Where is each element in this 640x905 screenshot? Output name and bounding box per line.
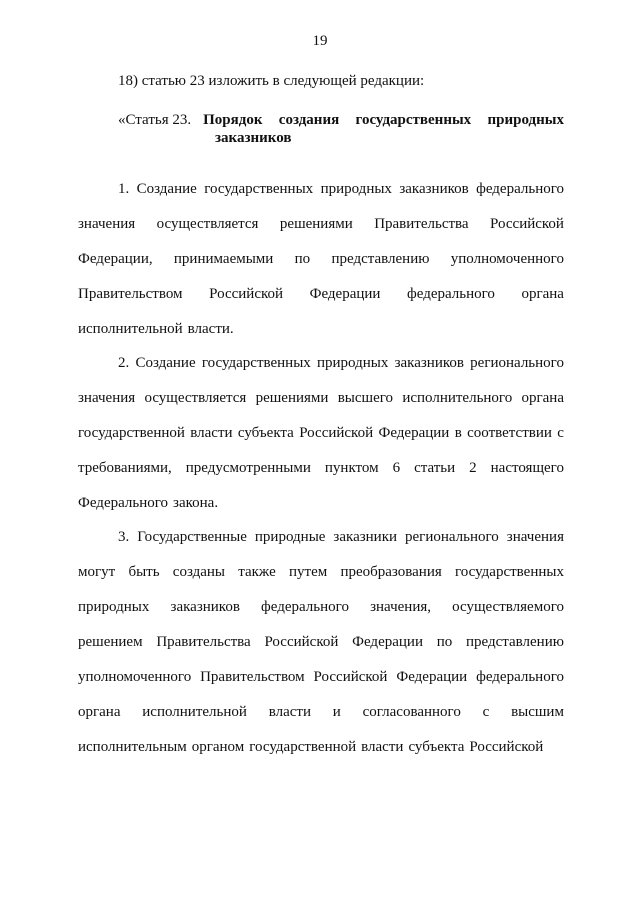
paragraph-line: [78, 695, 564, 730]
word: исполнительной: [78, 321, 183, 337]
word: высшим: [511, 704, 564, 720]
word: с: [557, 425, 564, 441]
word: 1.: [118, 181, 130, 197]
word: исполнительного: [402, 390, 513, 406]
word: путем: [288, 564, 328, 580]
word: заказники: [333, 529, 398, 545]
paragraph-line: [78, 590, 564, 625]
word: Российской: [313, 669, 388, 685]
word: созданы: [172, 564, 225, 580]
word: Российской: [469, 739, 544, 755]
word: представлению: [465, 634, 564, 650]
word: заказников: [399, 181, 469, 197]
word: 6: [392, 460, 401, 476]
word: согласованного: [362, 704, 461, 720]
article-title-line-2: заказников: [215, 130, 292, 146]
word: 3.: [118, 529, 130, 545]
word: Правительством: [200, 669, 305, 685]
word: федерального: [261, 599, 349, 615]
word: государственных: [455, 564, 564, 580]
word: также: [238, 564, 276, 580]
word: по: [294, 251, 311, 267]
word: Федерации,: [78, 251, 153, 267]
title-word: создания: [278, 112, 340, 128]
word: решениями: [255, 390, 329, 406]
word: органа: [521, 390, 564, 406]
paragraph-line: [78, 555, 564, 590]
word: Российской: [264, 634, 339, 650]
word: власти: [361, 739, 404, 755]
word: с: [482, 704, 490, 720]
word: предусмотренными: [185, 460, 311, 476]
word: государственной: [249, 739, 357, 755]
word: государственной: [78, 425, 185, 441]
word: органа: [521, 286, 564, 302]
word: природных: [78, 599, 150, 615]
word: государственных: [201, 355, 311, 371]
word: принимаемыми: [173, 251, 274, 267]
paragraph-line: [78, 416, 564, 451]
word: Федерации: [378, 425, 450, 441]
paragraph-line: [78, 730, 564, 765]
word: преобразования: [340, 564, 442, 580]
word: и: [332, 704, 341, 720]
word: Государственные: [137, 529, 247, 545]
word: регионального: [470, 355, 564, 371]
word: по: [436, 634, 453, 650]
paragraph-line: [78, 172, 564, 207]
amendment-intro: 18) статью 23 изложить в следующей редакции:: [118, 73, 425, 89]
word: значения,: [370, 599, 431, 615]
word: могут: [78, 564, 116, 580]
word: в: [454, 425, 462, 441]
word: закона.: [173, 495, 219, 511]
paragraph-line: [78, 207, 564, 242]
word: природные: [254, 529, 326, 545]
word: Правительством: [78, 286, 183, 302]
word: решением: [78, 634, 143, 650]
paragraph-line: [78, 346, 564, 381]
word: государственных: [204, 181, 314, 197]
paragraph-line: [78, 312, 564, 347]
word: органом: [191, 739, 245, 755]
title-word: природных: [487, 112, 564, 128]
word: требованиями,: [78, 460, 172, 476]
word: значения: [506, 529, 564, 545]
word: природных: [320, 181, 392, 197]
word: осуществляется: [156, 216, 259, 232]
word: Федерации: [396, 669, 468, 685]
article-number: «Статья 23.: [118, 112, 192, 128]
word: уполномоченного: [450, 251, 564, 267]
page-number: 19: [312, 33, 328, 49]
word: субъекта: [237, 425, 294, 441]
word: Федерации: [352, 634, 423, 650]
word: 2: [469, 460, 477, 476]
article-heading: [118, 112, 564, 147]
word: Российской: [209, 286, 284, 302]
paragraph-line: [78, 660, 564, 695]
word: настоящего: [490, 460, 564, 476]
paragraph-line: [78, 625, 564, 660]
word: органа: [78, 704, 121, 720]
word: Правительства: [156, 634, 251, 650]
word: власти: [268, 704, 311, 720]
paragraph-1: [78, 172, 564, 347]
word: Российской: [490, 216, 564, 232]
word: уполномоченного: [78, 669, 192, 685]
word: субъекта: [408, 739, 465, 755]
word: федерального: [476, 181, 564, 197]
word: регионального: [405, 529, 499, 545]
word: высшего: [337, 390, 394, 406]
word: исполнительным: [78, 739, 187, 755]
title-word: Порядок: [203, 112, 263, 128]
paragraph-line: [78, 381, 564, 416]
paragraph-3: [78, 520, 564, 765]
word: соответствии: [467, 425, 552, 441]
title-word: государственных: [355, 112, 472, 128]
word: исполнительной: [142, 704, 247, 720]
word: Федерации: [309, 286, 381, 302]
article-title-line-1: [203, 112, 564, 129]
word: власти.: [187, 321, 234, 337]
word: пунктом: [324, 460, 379, 476]
word: решениями: [279, 216, 353, 232]
word: Федерального: [78, 495, 169, 511]
paragraph-line: [78, 277, 564, 312]
word: заказников: [170, 599, 240, 615]
word: федерального: [407, 286, 495, 302]
word: природных: [317, 355, 389, 371]
word: Российской: [299, 425, 374, 441]
word: федерального: [476, 669, 564, 685]
word: власти: [190, 425, 233, 441]
word: Создание: [136, 181, 197, 197]
paragraph-line: [78, 486, 564, 521]
word: значения: [78, 216, 136, 232]
word: осуществляемого: [452, 599, 564, 615]
word: Правительства: [374, 216, 469, 232]
paragraph-line: [78, 520, 564, 555]
word: статьи: [414, 460, 456, 476]
paragraph-2: [78, 346, 564, 521]
word: значения: [78, 390, 136, 406]
paragraph-line: [78, 451, 564, 486]
word: Создание: [135, 355, 196, 371]
word: заказников: [394, 355, 464, 371]
word: осуществляется: [144, 390, 247, 406]
word: быть: [128, 564, 160, 580]
word: представлению: [331, 251, 430, 267]
paragraph-line: [78, 242, 564, 277]
word: 2.: [118, 355, 130, 371]
